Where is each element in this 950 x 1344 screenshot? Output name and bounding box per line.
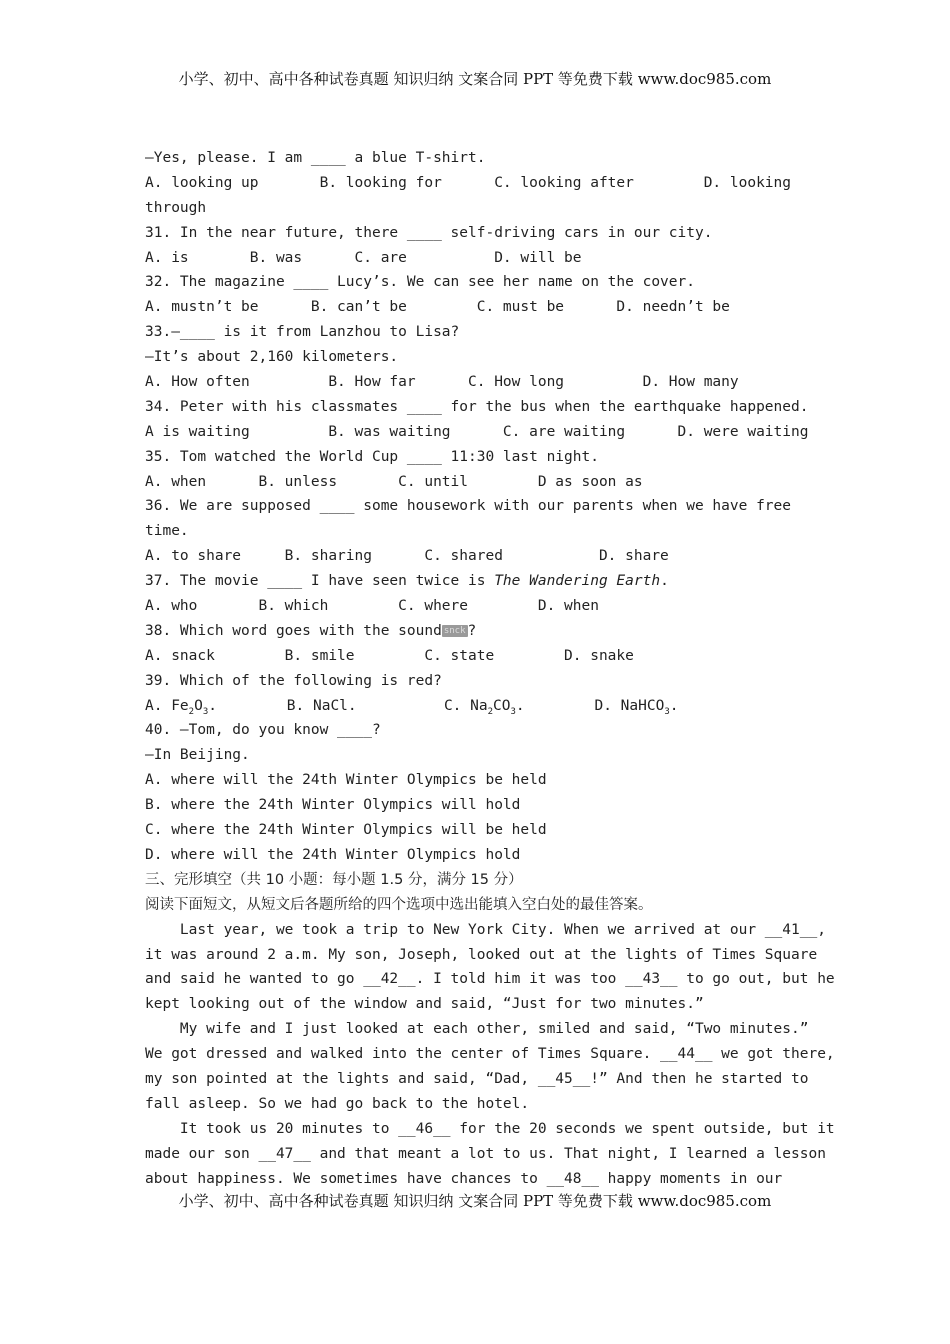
option-a-text: A. Fe xyxy=(145,697,189,714)
option-d-text: . xyxy=(669,697,679,714)
text-line: D. where will the 24th Winter Olympics hold xyxy=(145,846,521,863)
section-heading: 三、完形填空（共 10 小题：每小题 1.5 分，满分 15 分） xyxy=(145,871,523,888)
exam-content xyxy=(145,146,835,1191)
passage-line: about happiness. We sometimes have chances to __48__ happy moments in our xyxy=(145,1170,783,1187)
text-line: —Yes, please. I am ____ a blue T-shirt. xyxy=(145,150,486,166)
subscript: 2 xyxy=(487,706,494,717)
q38-prefix: 38. Which word goes with the sound xyxy=(145,622,442,639)
text-line: A. to share B. sharing C. shared D. share xyxy=(145,548,669,565)
text-line: 34. Peter with his classmates ____ for the bus when the earthquake happened. xyxy=(145,398,809,415)
text-line: A. where will the 24th Winter Olympics be held xyxy=(145,772,547,789)
option-a-text: O xyxy=(194,697,203,714)
text-line: 31. In the near future, there ____ self-driving cars in our city. xyxy=(145,224,713,241)
option-d-text: . D. NaHCO xyxy=(515,697,665,714)
text-line: 33.—____ is it from Lanzhou to Lisa? xyxy=(145,324,460,341)
text-line: C. where the 24th Winter Olympics will be held xyxy=(145,822,547,839)
text-line: —In Beijing. xyxy=(145,747,250,764)
passage-line: kept looking out of the window and said, “Just for two minutes.” xyxy=(145,996,704,1013)
movie-title: The Wandering Earth xyxy=(494,573,661,590)
q39-options xyxy=(145,694,810,719)
option-c-text: CO xyxy=(493,697,511,714)
question-39: 39. Which of the following is red? xyxy=(145,672,442,689)
question-37 xyxy=(145,569,810,594)
option-a-text: . xyxy=(208,697,217,714)
passage-line: and said he wanted to go __42__. I told him it was too __43__ to go out, but he xyxy=(145,971,835,988)
subscript: 3 xyxy=(664,706,670,717)
subscript: 2 xyxy=(188,706,195,717)
text-line: 36. We are supposed ____ some housework with our parents when we have free xyxy=(145,498,792,515)
page-header: 小学、初中、高中各种试卷真题 知识归纳 文案合同 PPT 等免费下载 www.doc985.com xyxy=(178,70,772,88)
subscript: 3 xyxy=(510,706,516,717)
passage-line: it was around 2 a.m. My son, Joseph, looked out at the lights of Times Square xyxy=(145,946,818,963)
q38-options: A. snack B. smile C. state D. snake xyxy=(145,647,634,664)
text-line: 32. The magazine ____ Lucy’s. We can see her name on the cover. xyxy=(145,274,695,291)
text-line: 35. Tom watched the World Cup ____ 11:30 last night. xyxy=(145,448,599,465)
text-line: 40. —Tom, do you know ____? xyxy=(145,722,381,739)
text-line: A. How often B. How far C. How long D. How many xyxy=(145,374,739,391)
q37-prefix: 37. The movie ____ I have seen twice is xyxy=(145,573,495,590)
passage-line: We got dressed and walked into the center of Times Square. __44__ we got there, xyxy=(145,1046,835,1063)
text-line: through xyxy=(145,199,207,216)
text-line: A. mustn’t be B. can’t be C. must be D. needn’t be xyxy=(145,299,730,316)
passage-line: fall asleep. So we had go back to the hotel. xyxy=(145,1095,530,1112)
text-line: —It’s about 2,160 kilometers. xyxy=(145,349,399,366)
subscript: 3 xyxy=(202,706,209,717)
passage-line: my son pointed at the lights and said, “Dad, __45__!” And then he started to xyxy=(145,1070,809,1087)
q38-suffix: ? xyxy=(467,622,477,639)
text-line: A. when B. unless C. until D as soon as xyxy=(145,473,643,490)
text-line: B. where the 24th Winter Olympics will hold xyxy=(145,797,521,814)
text-line: time. xyxy=(145,523,189,540)
text-line: A. looking up B. looking for C. looking after D. looking xyxy=(145,174,792,191)
passage-line: made our son __47__ and that meant a lot to us. That night, I learned a lesson xyxy=(145,1145,826,1162)
option-b-text: B. NaCl. C. Na xyxy=(216,697,488,714)
q37-options: A. who B. which C. where D. when xyxy=(145,598,599,615)
passage-line: Last year, we took a trip to New York City. When we arrived at our __41__, xyxy=(145,921,826,938)
page-footer: 小学、初中、高中各种试卷真题 知识归纳 文案合同 PPT 等免费下载 www.doc985.com xyxy=(178,1192,772,1210)
text-line: A. is B. was C. are D. will be xyxy=(145,249,582,266)
sound-icon: snck xyxy=(443,625,466,636)
q37-suffix: . xyxy=(660,573,669,590)
question-38 xyxy=(145,619,810,644)
text-line: A is waiting B. was waiting C. are waiting D. were waiting xyxy=(145,423,809,440)
passage-line: My wife and I just looked at each other, smiled and said, “Two minutes.” xyxy=(145,1021,809,1038)
passage-line: It took us 20 minutes to __46__ for the 20 seconds we spent outside, but it xyxy=(145,1120,835,1137)
section-instruction: 阅读下面短文，从短文后各题所给的四个选项中选出能填入空白处的最佳答案。 xyxy=(145,896,653,913)
